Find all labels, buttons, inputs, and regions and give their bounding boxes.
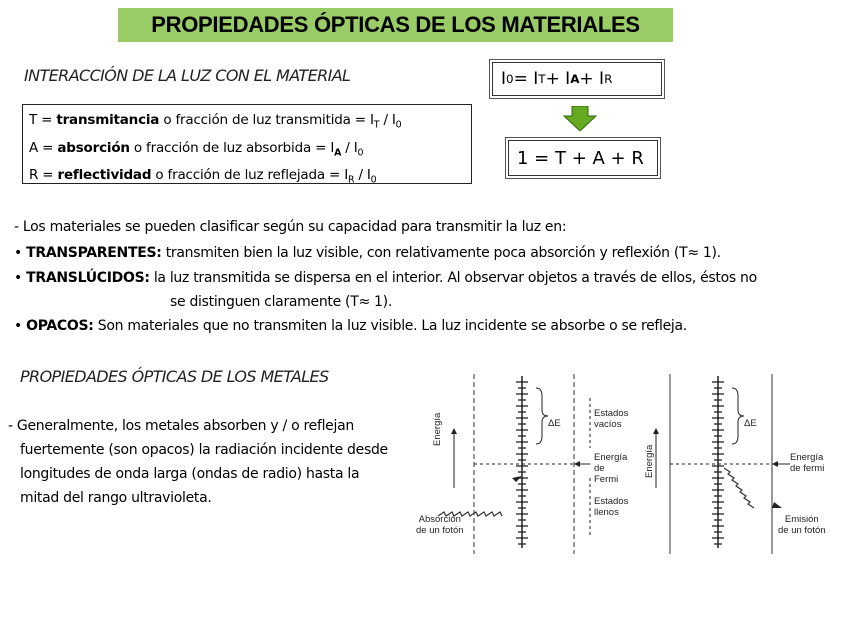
down-arrow-icon [562, 106, 598, 132]
section-heading-interaction: INTERACCIÓN DE LA LUZ CON EL MATERIAL [24, 66, 351, 85]
definitions-box [22, 104, 472, 187]
item-translucidos: • TRANSLÚCIDOS: la luz transmitida se dispersa en el interior. Al observar objetos a través de ellos, éstos no [14, 270, 757, 286]
equation-sum-box: 1 = T + A + R [508, 140, 658, 176]
page-title: PROPIEDADES ÓPTICAS DE LOS MATERIALES [151, 12, 640, 37]
equation-intensity-box: I 0 = I T + I A + I R [492, 62, 662, 96]
item-opacos: • OPACOS: Son materiales que no transmiten la luz visible. La luz incidente se absorbe o se refleja. [14, 318, 687, 334]
definition-absorption: A = absorción o fracción de luz absorbida = $I_A / I_0$ [29, 139, 364, 159]
title-banner [118, 8, 673, 42]
item-transparentes: • TRANSPARENTES: transmiten bien la luz visible, con relativamente poca absorción y reflexión (T≈ 1). [14, 245, 721, 261]
band-diagram-absorption: Energía ΔE Estados vacíos Energía de Fermi Estados llenos Absorción de un fotón [414, 368, 594, 558]
definition-transmittance: T = transmitancia o fracción de luz transmitida = $I_T / I_0$ [29, 112, 402, 131]
definition-reflectivity: R = reflectividad o fracción de luz reflejada = $I_R / I_0$ [29, 167, 377, 187]
item-translucidos-continuation: se distinguen claramente (T≈ 1). [170, 294, 392, 310]
band-diagram-emission: Energía ΔE Energía de fermi Emisión de un fotón [640, 368, 840, 558]
metals-description: - Generalmente, los metales absorben y / o reflejan fuertemente (son opacos) la radiación incidente desde longitudes de onda larga (ondas de radio) hasta la mitad del rango ultravioleta. [8, 418, 388, 506]
classification-intro: - Los materiales se pueden clasificar según su capacidad para transmitir la luz en: [14, 219, 567, 235]
section-heading-metals: PROPIEDADES ÓPTICAS DE LOS METALES [20, 367, 329, 386]
